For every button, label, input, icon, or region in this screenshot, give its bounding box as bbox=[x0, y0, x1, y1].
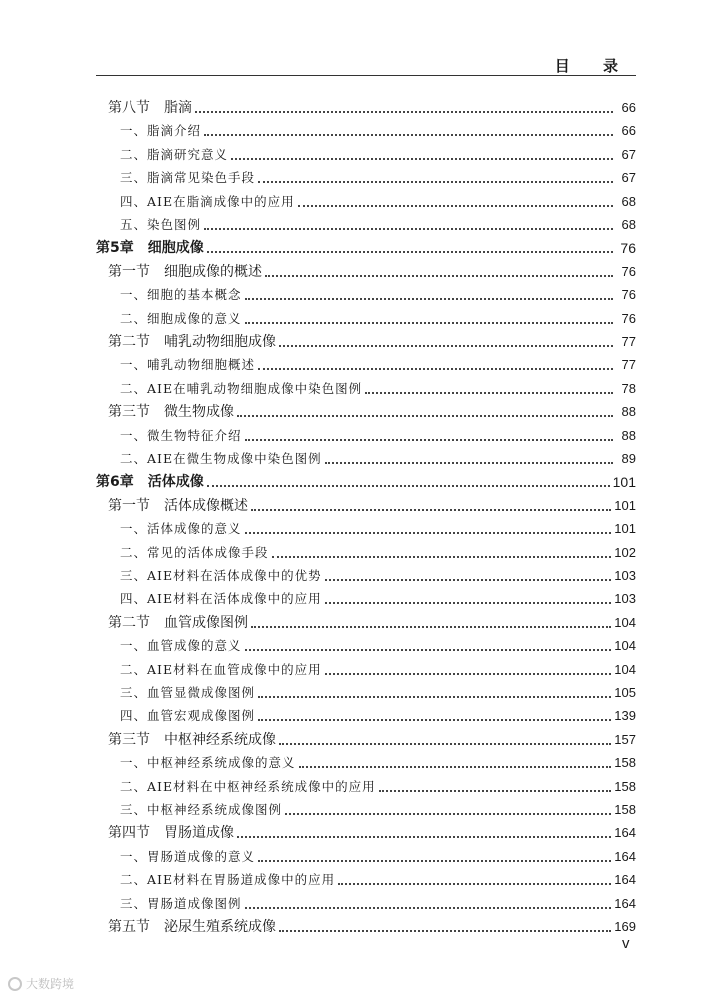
toc-entry-sub[interactable] bbox=[120, 351, 636, 373]
toc-entry-page: 164 bbox=[614, 872, 636, 888]
toc-entry-section[interactable] bbox=[108, 913, 636, 935]
toc-entry-page: 164 bbox=[614, 825, 636, 841]
toc-entry-label: 一、脂滴介绍 bbox=[120, 123, 202, 139]
dot-leader bbox=[251, 509, 611, 511]
toc-entry-label: 四、AIE在脂滴成像中的应用 bbox=[120, 193, 295, 209]
toc-entry-page: 157 bbox=[614, 731, 636, 747]
toc-entry-page: 77 bbox=[621, 357, 636, 373]
dot-leader bbox=[279, 345, 613, 347]
toc-entry-label: 二、AIE材料在中枢神经系统成像中的应用 bbox=[120, 778, 376, 794]
toc-entry-label: 三、中枢神经系统成像图例 bbox=[120, 802, 283, 817]
toc-entry-label: 一、血管成像的意义 bbox=[120, 638, 242, 654]
dot-leader bbox=[258, 696, 611, 698]
dot-leader bbox=[195, 111, 613, 113]
dot-leader bbox=[245, 649, 612, 651]
page-number: v bbox=[622, 935, 630, 952]
toc-entry-page: 158 bbox=[614, 755, 636, 771]
toc-entry-label: 四、AIE材料在活体成像中的应用 bbox=[120, 591, 322, 607]
toc-entry-page: 66 bbox=[621, 123, 636, 139]
toc-entry-label: 二、AIE材料在胃肠道成像中的应用 bbox=[120, 872, 336, 888]
toc-entry-sub[interactable] bbox=[120, 773, 636, 795]
dot-leader bbox=[251, 626, 611, 628]
toc-entry-label: 三、AIE材料在活体成像中的优势 bbox=[120, 568, 322, 583]
dot-leader bbox=[237, 836, 611, 838]
toc-entry-sub[interactable] bbox=[120, 375, 636, 397]
toc-entry-sub[interactable] bbox=[120, 679, 636, 701]
toc-entry-sub[interactable] bbox=[120, 843, 636, 865]
toc-entry-page: 169 bbox=[614, 919, 636, 934]
dot-leader bbox=[258, 368, 613, 370]
toc-entry-label: 二、AIE在哺乳动物细胞成像中染色图例 bbox=[120, 380, 363, 396]
dot-leader bbox=[207, 251, 613, 253]
dot-leader bbox=[231, 158, 613, 160]
toc-entry-sub[interactable] bbox=[120, 656, 636, 678]
toc-entry-sub[interactable] bbox=[120, 305, 636, 327]
toc-entry-sub[interactable] bbox=[120, 422, 636, 444]
dot-leader bbox=[265, 275, 613, 277]
toc-entry-label: 一、胃肠道成像的意义 bbox=[120, 848, 256, 864]
toc-entry-sub[interactable] bbox=[120, 890, 636, 912]
header-rule bbox=[96, 75, 636, 76]
toc-entry-label: 一、活体成像的意义 bbox=[120, 521, 242, 537]
toc-entry-section[interactable] bbox=[108, 398, 636, 420]
toc-entry-label: 第八节 脂滴 bbox=[108, 100, 192, 116]
toc-entry-label: 二、脂滴研究意义 bbox=[120, 146, 229, 162]
toc-entry-label: 二、细胞成像的意义 bbox=[120, 310, 242, 326]
toc-entry-page: 103 bbox=[614, 591, 636, 607]
dot-leader bbox=[298, 205, 613, 207]
toc-entry-page: 102 bbox=[614, 544, 636, 560]
watermark bbox=[8, 975, 74, 992]
toc-entry-sub[interactable] bbox=[120, 539, 636, 561]
toc-entry-page: 103 bbox=[614, 568, 636, 583]
toc-entry-sub[interactable] bbox=[120, 211, 636, 233]
toc-entry-sub[interactable] bbox=[120, 281, 636, 303]
toc-entry-section[interactable] bbox=[108, 819, 636, 841]
toc-entry-page: 68 bbox=[621, 217, 636, 232]
dot-leader bbox=[245, 322, 613, 324]
toc-entry-page: 164 bbox=[614, 848, 636, 864]
toc-entry-label: 第四节 胃肠道成像 bbox=[108, 825, 234, 842]
toc-entry-page: 105 bbox=[614, 685, 636, 700]
toc-entry-page: 78 bbox=[621, 380, 636, 396]
toc-entry-page: 101 bbox=[614, 497, 636, 513]
toc-entry-label: 一、哺乳动物细胞概述 bbox=[120, 357, 256, 373]
toc-entry-page: 158 bbox=[614, 802, 636, 817]
toc-entry-label: 一、细胞的基本概念 bbox=[120, 287, 242, 303]
toc-entry-page: 104 bbox=[614, 614, 636, 630]
dot-leader bbox=[325, 673, 612, 675]
toc-entry-page: 89 bbox=[621, 451, 636, 466]
toc-entry-page: 67 bbox=[621, 146, 636, 162]
toc-entry-page: 88 bbox=[621, 404, 636, 420]
toc-entry-sub[interactable] bbox=[120, 164, 636, 186]
toc-entry-sub[interactable] bbox=[120, 141, 636, 163]
dot-leader bbox=[258, 719, 611, 721]
toc-entry-label: 一、微生物特征介绍 bbox=[120, 427, 242, 443]
toc-entry-label: 第一节 活体成像概述 bbox=[108, 497, 248, 514]
toc-entry-chapter[interactable] bbox=[96, 468, 636, 490]
toc-entry-sub[interactable] bbox=[120, 866, 636, 888]
dot-leader bbox=[279, 930, 611, 932]
toc-entry-label: 二、AIE在微生物成像中染色图例 bbox=[120, 451, 322, 466]
toc-entry-label: 二、常见的活体成像手段 bbox=[120, 544, 269, 560]
watermark-logo-icon bbox=[8, 977, 22, 991]
toc-entry-section[interactable] bbox=[108, 94, 636, 116]
toc-entry-label: 第五节 泌尿生殖系统成像 bbox=[108, 919, 276, 935]
toc-entry-sub[interactable] bbox=[120, 585, 636, 607]
toc-entry-sub[interactable] bbox=[120, 515, 636, 537]
toc-entry-section[interactable] bbox=[108, 328, 636, 350]
dot-leader bbox=[258, 860, 611, 862]
toc-entry-label: 三、胃肠道成像图例 bbox=[120, 895, 242, 911]
toc-entry-page: 76 bbox=[620, 240, 636, 257]
dot-leader bbox=[245, 532, 612, 534]
toc-entry-page: 158 bbox=[614, 778, 636, 794]
dot-leader bbox=[207, 485, 610, 487]
dot-leader bbox=[325, 579, 612, 581]
toc-entry-label: 第6章 活体成像 bbox=[96, 474, 204, 491]
toc-entry-section[interactable] bbox=[108, 609, 636, 631]
dot-leader bbox=[245, 439, 613, 441]
toc-entry-sub[interactable] bbox=[120, 188, 636, 210]
toc-entry-sub[interactable] bbox=[120, 632, 636, 654]
toc-entry-label: 五、染色图例 bbox=[120, 217, 202, 232]
toc-entry-page: 104 bbox=[614, 638, 636, 654]
toc-entry-sub[interactable] bbox=[120, 117, 636, 139]
dot-leader bbox=[204, 134, 613, 136]
toc-entry-sub[interactable] bbox=[120, 749, 636, 771]
toc-entry-label: 一、中枢神经系统成像的意义 bbox=[120, 755, 296, 771]
dot-leader bbox=[325, 602, 612, 604]
dot-leader bbox=[204, 228, 613, 230]
toc-entry-page: 101 bbox=[614, 521, 636, 537]
dot-leader bbox=[379, 790, 612, 792]
toc-entry-label: 三、脂滴常见染色手段 bbox=[120, 170, 256, 186]
dot-leader bbox=[272, 556, 612, 558]
toc-entry-label: 四、血管宏观成像图例 bbox=[120, 708, 256, 724]
toc-entry-page: 68 bbox=[621, 193, 636, 209]
toc-entry-page: 66 bbox=[621, 100, 636, 115]
toc-entry-label: 三、血管显微成像图例 bbox=[120, 685, 256, 700]
toc-entry-section[interactable] bbox=[108, 258, 636, 280]
dot-leader bbox=[279, 743, 611, 745]
toc-entry-section[interactable] bbox=[108, 492, 636, 514]
toc-entry-label: 第5章 细胞成像 bbox=[96, 240, 204, 257]
toc-entry-page: 104 bbox=[614, 661, 636, 677]
toc-entry-page: 164 bbox=[614, 895, 636, 911]
toc-entry-page: 67 bbox=[621, 170, 636, 186]
dot-leader bbox=[245, 298, 613, 300]
toc-entry-label: 第二节 哺乳动物细胞成像 bbox=[108, 334, 276, 350]
dot-leader bbox=[258, 181, 613, 183]
toc-entry-chapter[interactable] bbox=[96, 234, 636, 256]
dot-leader bbox=[245, 907, 612, 909]
toc-entry-sub[interactable] bbox=[120, 796, 636, 818]
toc-entry-page: 139 bbox=[614, 708, 636, 724]
toc-entry-label: 第二节 血管成像图例 bbox=[108, 614, 248, 631]
toc-entry-page: 76 bbox=[621, 287, 636, 303]
dot-leader bbox=[299, 766, 612, 768]
watermark-text: 大数跨境 bbox=[26, 977, 75, 991]
toc-entry-page: 88 bbox=[621, 427, 636, 443]
dot-leader bbox=[325, 462, 613, 464]
toc-entry-page: 77 bbox=[621, 334, 636, 349]
toc-entry-page: 76 bbox=[621, 310, 636, 326]
toc-entry-label: 第三节 中枢神经系统成像 bbox=[108, 731, 276, 748]
toc-entry-sub[interactable] bbox=[120, 702, 636, 724]
running-header bbox=[96, 55, 636, 75]
dot-leader bbox=[237, 415, 613, 417]
dot-leader bbox=[285, 813, 611, 815]
dot-leader bbox=[338, 883, 611, 885]
toc-entry-section[interactable] bbox=[108, 726, 636, 748]
toc-entry-page: 101 bbox=[612, 474, 636, 491]
toc-entry-sub[interactable] bbox=[120, 562, 636, 584]
toc-entry-page: 76 bbox=[621, 263, 636, 279]
toc-entry-sub[interactable] bbox=[120, 445, 636, 467]
header-title: 目 录 bbox=[554, 57, 632, 75]
toc-entry-label: 第一节 细胞成像的概述 bbox=[108, 263, 262, 280]
dot-leader bbox=[365, 392, 613, 394]
toc-entry-label: 二、AIE材料在血管成像中的应用 bbox=[120, 661, 322, 677]
toc-entry-label: 第三节 微生物成像 bbox=[108, 404, 234, 421]
